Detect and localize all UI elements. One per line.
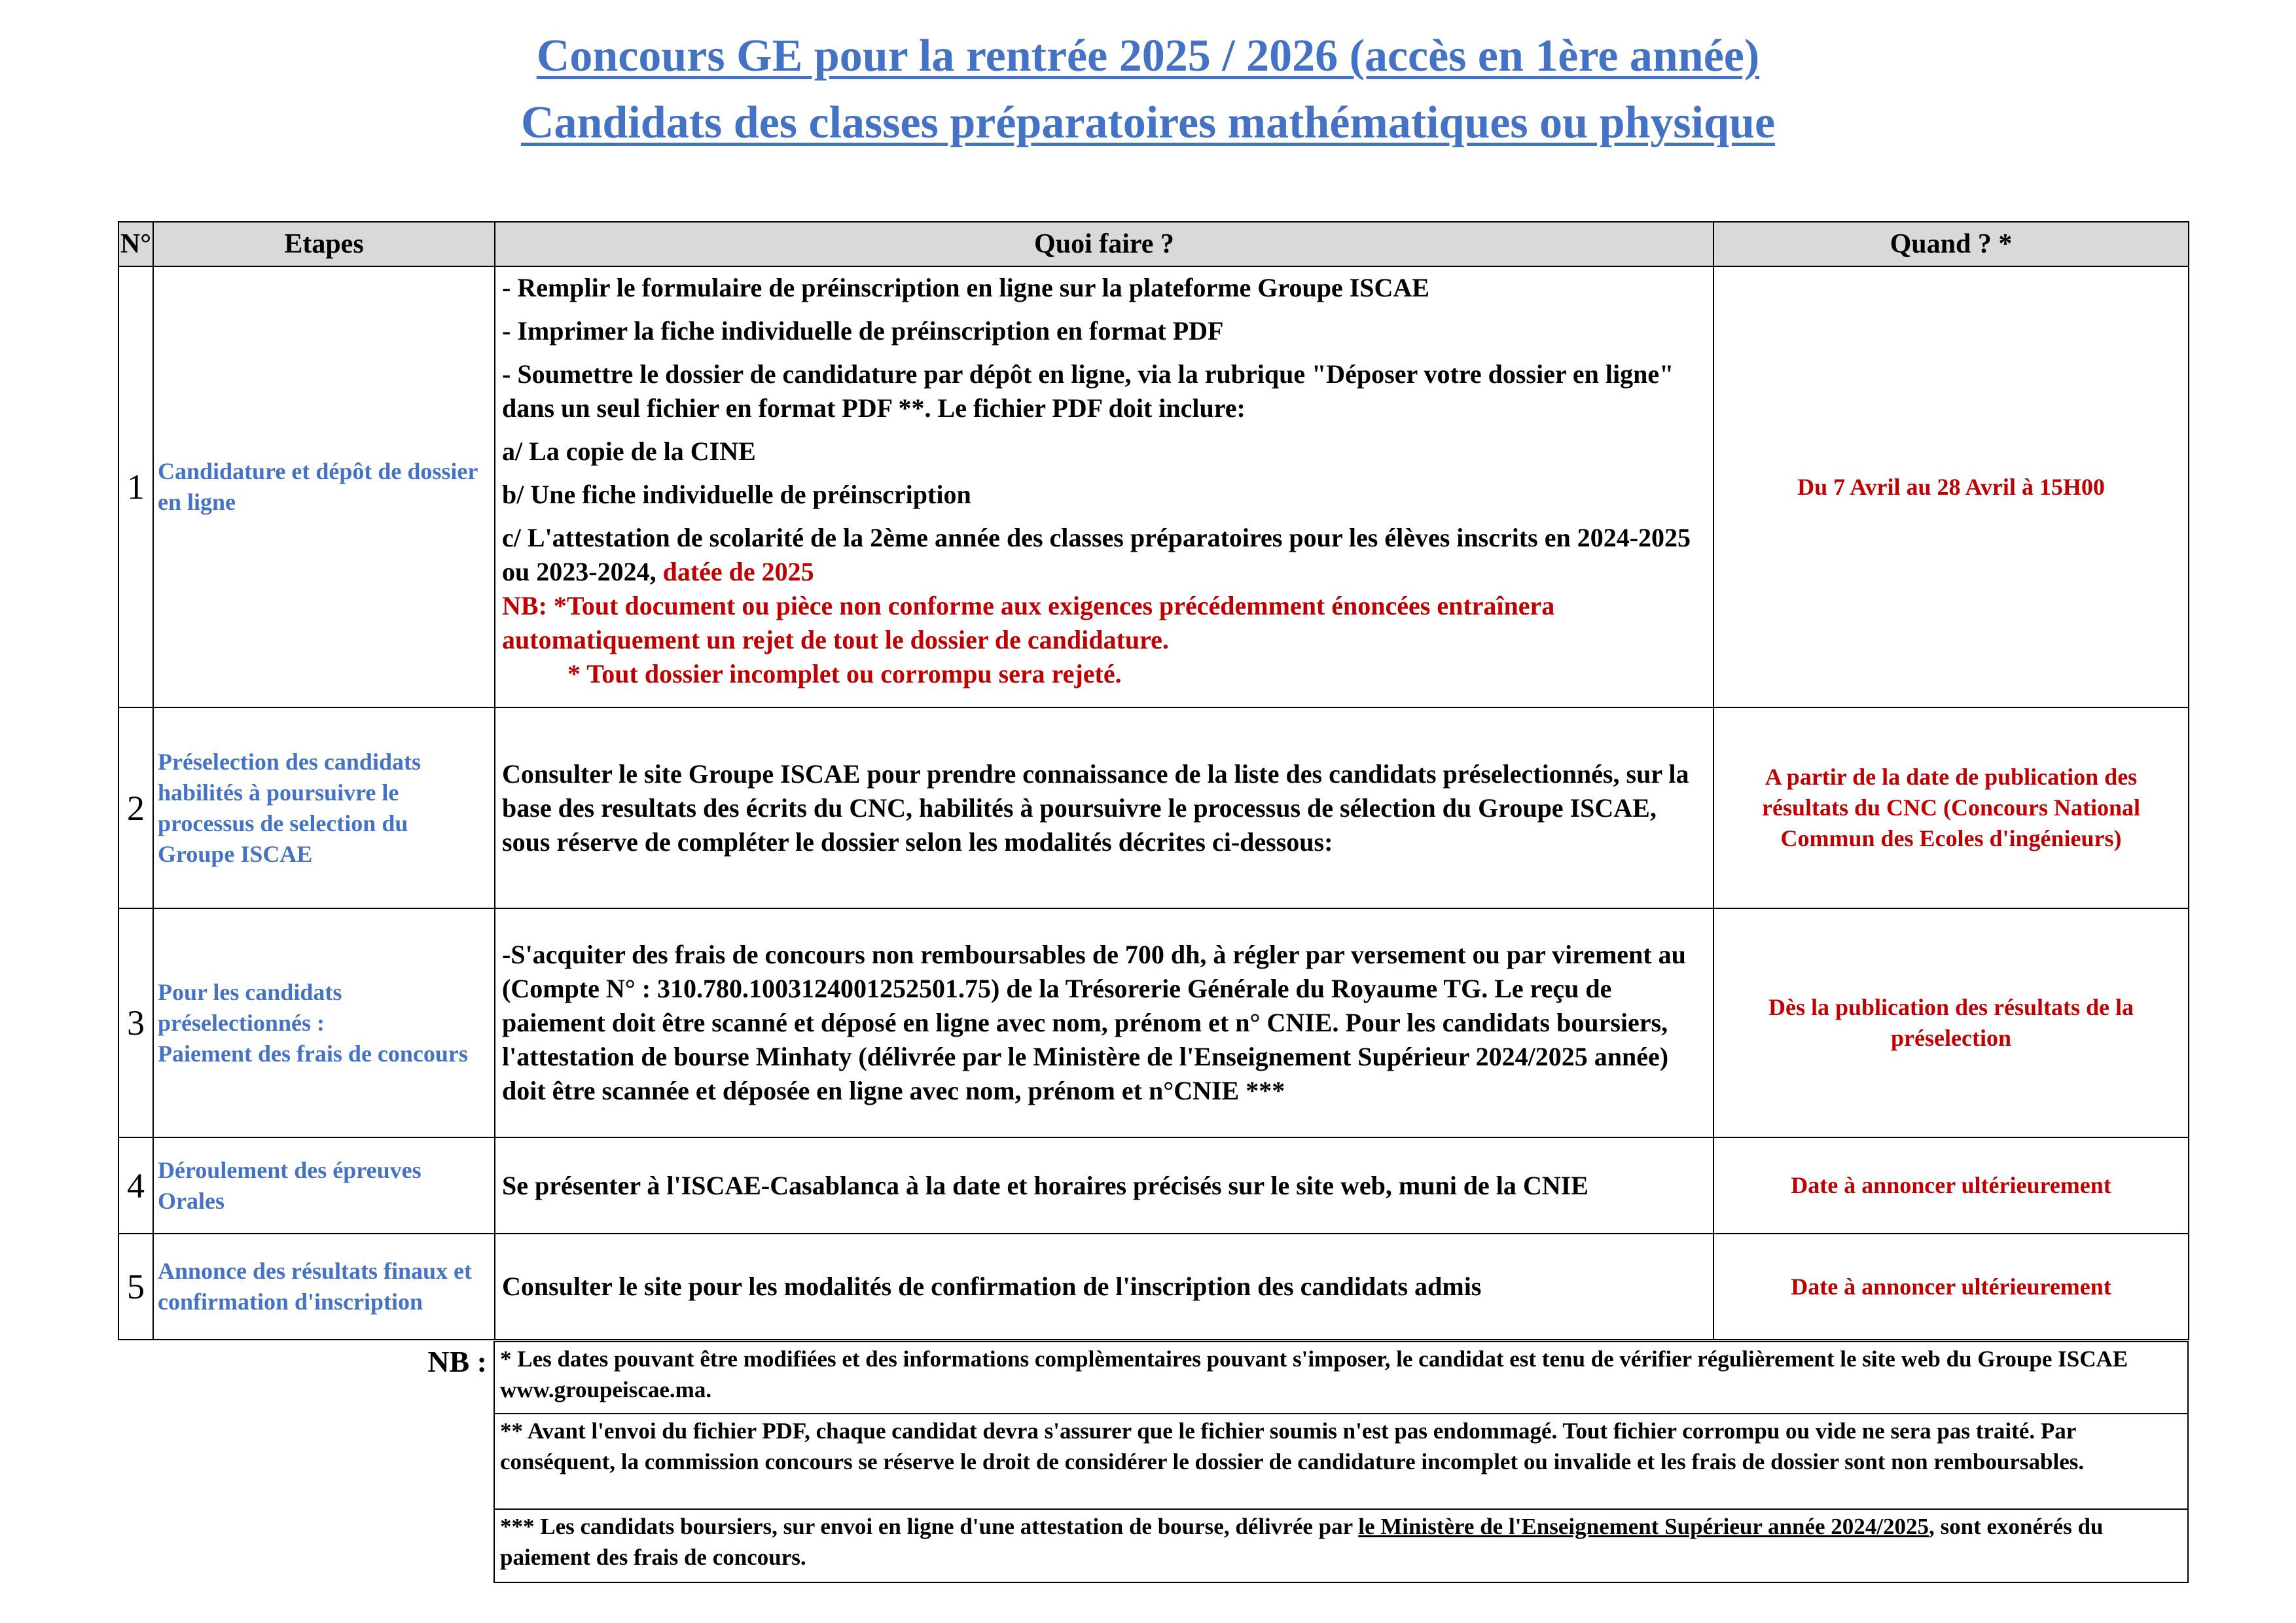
row-number: 1 [118,266,153,707]
step-deadline: Date à annoncer ultérieurement [1713,1137,2189,1234]
note-boursiers [494,1509,2188,1582]
step-instructions [495,266,1713,707]
row-number: 5 [118,1234,153,1340]
instruction-line [502,521,1706,589]
table-row [118,707,2189,908]
page-title: Concours GE pour la rentrée 2025 / 2026 (accès en 1ère année) [536,31,1760,81]
note-row [118,1509,2188,1582]
note-row [118,1414,2188,1509]
table-row [118,908,2189,1137]
step-label: Déroulement des épreuves Orales [153,1137,495,1234]
step-label [153,908,495,1137]
table-row [118,266,2189,707]
procedure-table [118,221,2189,1340]
header-quand: Quand ? * [1713,222,2189,266]
step-label-line: Pour les candidats préselectionnés : [158,978,342,1036]
page-subtitle: Candidats des classes préparatoires mathématiques ou physique [520,98,1776,148]
instruction-line: - Remplir le formulaire de préinscription en ligne sur la plateforme Groupe ISCAE [502,273,1429,302]
step-label: Préselection des candidats habilités à poursuivre le processus de selection du Groupe ISCAE [153,707,495,908]
notes-label: NB : [427,1345,487,1378]
ministry-reference: le Ministère de l'Enseignement Supérieur année 2024/2025 [1358,1514,1929,1539]
note-row [118,1342,2188,1414]
notes-table [118,1341,2189,1583]
step-deadline: Date à annoncer ultérieurement [1713,1234,2189,1340]
date-requirement: datée de 2025 [656,557,814,586]
note-text: , sont exonérés du paiement des frais de concours. [500,1514,2104,1570]
header-etapes: Etapes [153,222,495,266]
table-row [118,1137,2189,1234]
instruction-line: a/ La copie de la CINE [502,437,756,466]
header-quoi-faire: Quoi faire ? [495,222,1713,266]
row-number: 4 [118,1137,153,1234]
header-num: N° [118,222,153,266]
step-instructions: -S'acquiter des frais de concours non remboursables de 700 dh, à régler par versement ou par virement au (Compte N° : 310.780.1003124001252501.75) de la Trésorerie Générale du Royaume TG. Le reçu de paiement doit être scanné et déposé en ligne avec nom, prénom et n° CNIE. Pour les candidats boursiers, l'attestation de bourse Minhaty (délivrée par le Ministère de l'Enseignement Supérieur 2024/2025 année) doit être scannée et déposée en ligne avec nom, prénom et n°CNIE *** [495,908,1713,1137]
instruction-line: - Imprimer la fiche individuelle de préinscription en format PDF [502,316,1224,346]
row-number: 2 [118,707,153,908]
note-dates: * Les dates pouvant être modifiées et des informations complèmentaires pouvant s'imposer, le candidat est tenu de vérifier régulièrement le site web du Groupe ISCAE www.groupeiscae.ma. [494,1342,2188,1414]
step-instructions: Consulter le site pour les modalités de confirmation de l'inscription des candidats admis [495,1234,1713,1340]
step-deadline: Dès la publication des résultats de la préselection [1713,908,2189,1137]
note-text: *** Les candidats boursiers, sur envoi en ligne d'une attestation de bourse, délivrée par [500,1514,1359,1539]
step-deadline: Du 7 Avril au 28 Avril à 15H00 [1713,266,2189,707]
warning-note: NB: *Tout document ou pièce non conforme aux exigences précédemment énoncées entraînera automatiquement un rejet de tout le dossier de candidature. [502,591,1555,654]
step-label-line: Paiement des frais de concours [158,1040,468,1067]
step-label: Candidature et dépôt de dossier en ligne [153,266,495,707]
warning-note: * Tout dossier incomplet ou corrompu sera rejeté. [567,659,1122,688]
instruction-line: - Soumettre le dossier de candidature par dépôt en ligne, via la rubrique "Déposer votre dossier en ligne" dans un seul fichier en format PDF **. Le fichier PDF doit inclure: [502,359,1674,423]
table-header-row [118,222,2189,266]
row-number: 3 [118,908,153,1137]
step-instructions: Consulter le site Groupe ISCAE pour prendre connaissance de la liste des candidats préselectionnés, sur la base des resultats des écrits du CNC, habilités à poursuivre le processus de sélection du Groupe ISCAE, sous réserve de compléter le dossier selon les modalités décrites ci-dessous: [495,707,1713,908]
step-instructions: Se présenter à l'ISCAE-Casablanca à la date et horaires précisés sur le site web, muni de la CNIE [495,1137,1713,1234]
note-pdf: ** Avant l'envoi du fichier PDF, chaque candidat devra s'assurer que le fichier soumis n'est pas endommagé. Tout fichier corrompu ou vide ne sera pas traité. Par conséquent, la commission concours se réserve le droit de considérer le dossier de candidature incomplet ou invalide et les frais de dossier sont non remboursables. [494,1414,2188,1509]
instruction-line: b/ Une fiche individuelle de préinscription [502,480,971,509]
table-row [118,1234,2189,1340]
step-label: Annonce des résultats finaux et confirmation d'inscription [153,1234,495,1340]
step-deadline: A partir de la date de publication des résultats du CNC (Concours National Commun des Ecoles d'ingénieurs) [1713,707,2189,908]
instruction-text: c/ L'attestation de scolarité de la 2ème année des classes préparatoires pour les élèves inscrits en 2024-2025 ou 2023-2024, [502,523,1691,586]
